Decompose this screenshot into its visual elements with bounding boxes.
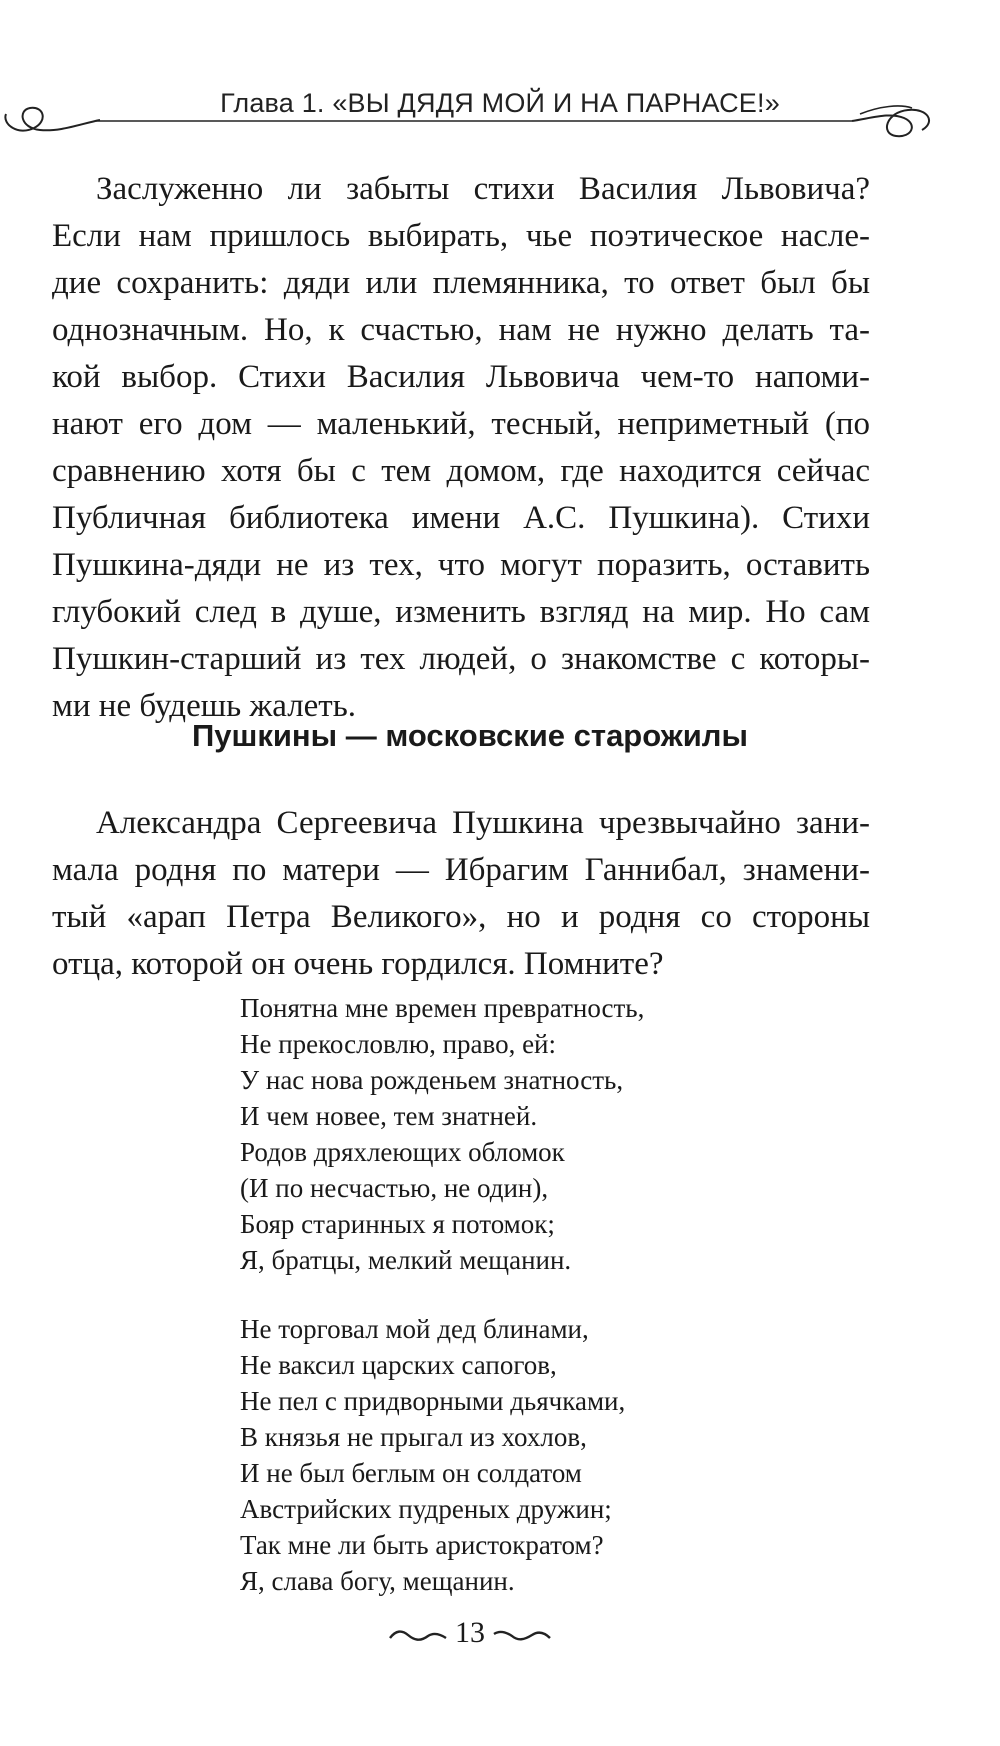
poem-line: Не торговал мой дед блинами, bbox=[240, 1314, 589, 1344]
poem-line: Так мне ли быть аристократом? bbox=[240, 1530, 604, 1560]
right-swash-icon bbox=[492, 1626, 552, 1646]
text-line: отца, которой он очень гордился. Помните? bbox=[52, 946, 664, 982]
text-line: дие сохранить: дяди или племянника, то ответ был бы bbox=[52, 265, 870, 301]
text-line: сравнению хотя бы с тем домом, где находится сейчас bbox=[52, 453, 870, 489]
page-footer bbox=[0, 1616, 1000, 1656]
text-line: глубокий след в душе, изменить взгляд на мир. Но сам bbox=[52, 594, 870, 630]
poem-line: Понятна мне времен превратность, bbox=[240, 993, 645, 1023]
paragraph-1 bbox=[52, 166, 870, 730]
text-line: нают его дом — маленький, тесный, неприметный (по bbox=[52, 406, 870, 442]
text-line: тый «арап Петра Великого», но и родня со стороны bbox=[52, 899, 870, 935]
poem-line: Я, братцы, мелкий мещанин. bbox=[240, 1245, 572, 1275]
poem-line: (И по несчастью, не один), bbox=[240, 1173, 549, 1203]
text-line: Если нам пришлось выбирать, чье поэтическое насле- bbox=[52, 218, 870, 254]
section-heading: Пушкины — московские старожилы bbox=[192, 718, 748, 753]
poem-line: Не ваксил царских сапогов, bbox=[240, 1350, 557, 1380]
poem-line: Не прекословлю, право, ей: bbox=[240, 1029, 557, 1059]
poem-line: В князья не прыгал из хохлов, bbox=[240, 1422, 587, 1452]
poem-line: У нас нова рожденьем знатность, bbox=[240, 1065, 624, 1095]
text-line: кой выбор. Стихи Василия Львовича чем-то напоми- bbox=[52, 359, 870, 395]
poem-line: Родов дряхлеющих обломок bbox=[240, 1137, 565, 1167]
running-header bbox=[0, 78, 1000, 148]
poem-line: Не пел с придворными дьячками, bbox=[240, 1386, 626, 1416]
text-line: однозначным. Но, к счастью, нам не нужно делать та- bbox=[52, 312, 870, 348]
text-line: Публичная библиотека имени А.С. Пушкина). Стихи bbox=[52, 500, 870, 536]
text-line: Заслуженно ли забыты стихи Василия Львовича? bbox=[96, 171, 870, 207]
text-line: Пушкин-старший из тех людей, о знакомстве с которы- bbox=[52, 641, 870, 677]
poem-line: И чем новее, тем знатней. bbox=[240, 1101, 538, 1131]
poem-stanza-2 bbox=[240, 1311, 625, 1599]
text-line: ми не будешь жалеть. bbox=[52, 688, 357, 724]
running-title: Глава 1. «ВЫ ДЯДЯ МОЙ И НА ПАРНАСЕ!» bbox=[220, 88, 780, 118]
poem-line: Бояр старинных я потомок; bbox=[240, 1209, 555, 1239]
paragraph-2 bbox=[52, 800, 870, 988]
text-line: Александра Сергеевича Пушкина чрезвычайно зани- bbox=[96, 805, 870, 841]
text-line: мала родня по матери — Ибрагим Ганнибал, знамени- bbox=[52, 852, 870, 888]
poem-line: Я, слава богу, мещанин. bbox=[240, 1566, 515, 1596]
poem-line: Австрийских пудреных дружин; bbox=[240, 1494, 612, 1524]
poem-stanza-1 bbox=[240, 990, 644, 1278]
page-number: 13 bbox=[455, 1616, 485, 1649]
text-line: Пушкина-дяди не из тех, что могут поразить, оставить bbox=[52, 547, 870, 583]
poem-line: И не был беглым он солдатом bbox=[240, 1458, 582, 1488]
